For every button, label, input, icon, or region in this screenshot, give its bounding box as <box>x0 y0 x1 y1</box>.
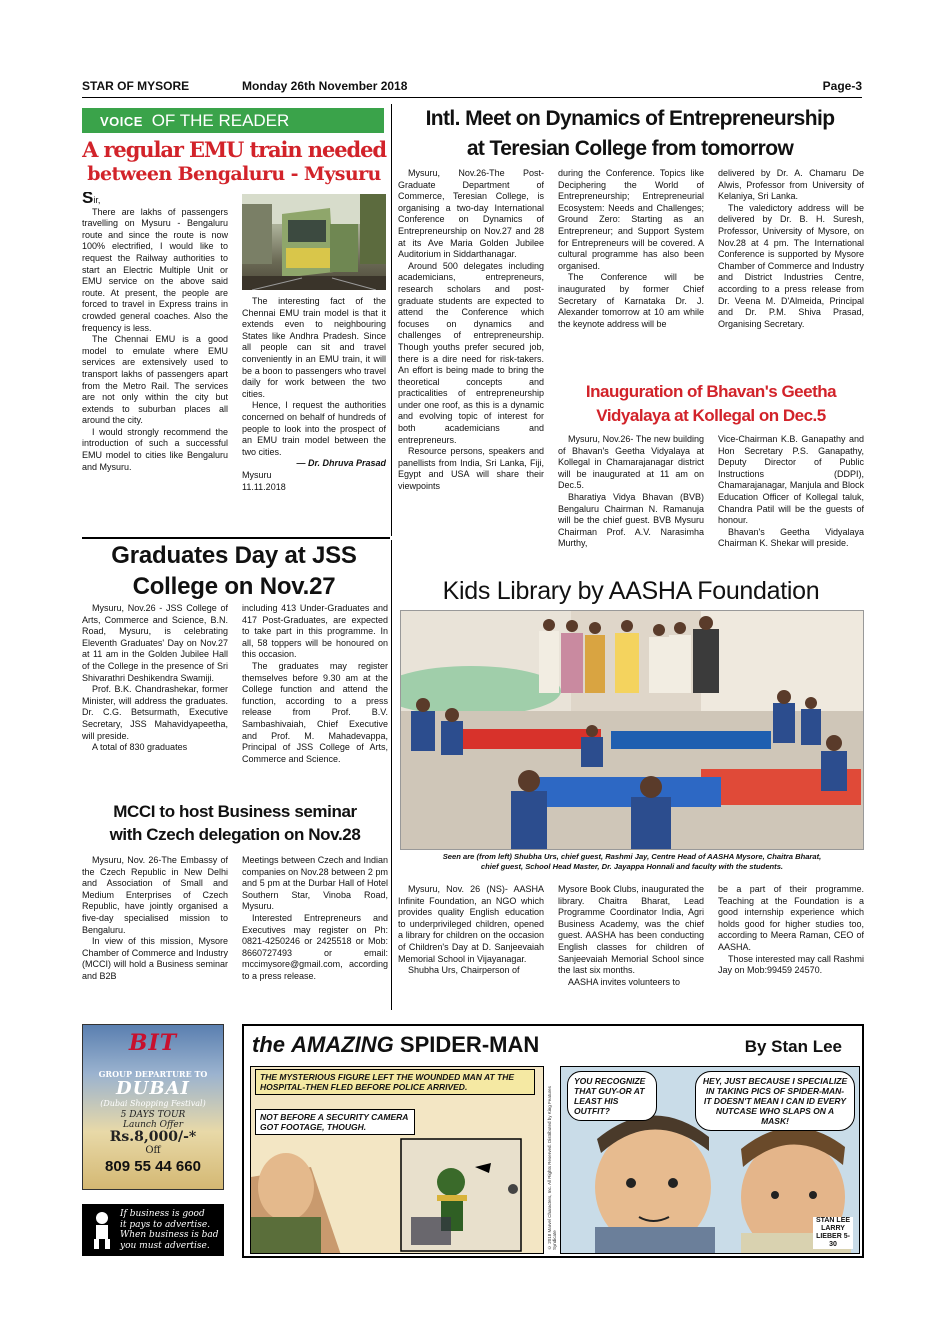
kids-col3 <box>718 884 864 1004</box>
kids-library-photo <box>400 610 864 850</box>
comic-bubble-right: HEY, JUST BECAUSE I SPECIALIZE IN TAKING PICS OF SPIDER-MAN- IT DOESN'T MEAN I CAN ID EVERY NUTCASE WHO SLAPS ON A MASK! <box>695 1071 855 1131</box>
section-rule <box>82 537 390 539</box>
ad-text-line: If business is good <box>120 1209 205 1219</box>
advertise-ad <box>82 1204 224 1256</box>
bhavan-col1 <box>558 434 704 574</box>
voice-para: I would strongly recommend the introduction of such a successful EMU model to cities like Bengaluru and Mysuru. <box>82 426 228 472</box>
intl-col1 <box>398 168 544 568</box>
jss-para: The graduates may register themselves before 9.30 am at the College function and attend the function, according to a press release from Prof. B.V. Sambashivaiah, Chief Executive and Prof. M. Mahadevappa, Principal of JSS College of Arts, Commerce and Science. <box>242 660 388 764</box>
bhavan-col2 <box>718 434 864 574</box>
panel-1-art <box>251 1067 544 1254</box>
ad-price: Rs.8,000/-* <box>109 1129 197 1145</box>
comic-signature: STAN LEE LARRY LIEBER 5-30 <box>813 1217 853 1249</box>
mcci-title-line1: MCCI to host Business seminar <box>113 802 357 821</box>
voice-headline <box>82 138 386 186</box>
ad-city: DUBAI <box>116 1078 190 1099</box>
column-rule <box>391 104 392 536</box>
comic-caption-top: THE MYSTERIOUS FIGURE LEFT THE WOUNDED MAN AT THE HOSPITAL-THEN FLED BEFORE POLICE ARRIVED. <box>255 1069 535 1095</box>
intl-para: Around 500 delegates including academicians, entrepreneurs, research scholars and post-graduate students are expected to attend the Conference which focuses on dynamics and challenges of entrepreneurship. Though youths prefer secured job, there is a dire need for risk-takers. An effort is being made to bring the theoretical concepts and practicalities of entrepreneurship under one roof, as this is a dynamic and evolving topic of interest for both academicians and entrepreneurs. <box>398 260 544 445</box>
comic-panel-1 <box>250 1066 544 1254</box>
bit-logo: BIT <box>128 1030 178 1056</box>
salutation: ir, <box>93 195 101 205</box>
intl-para: Resource persons, speakers and panellists from India, Sri Lanka, Fiji, Egypt and USA will share their viewpoints <box>398 446 544 492</box>
jss-col2 <box>242 603 388 799</box>
voice-section <box>82 108 386 536</box>
intl-headline <box>396 104 864 164</box>
mcci-para: In view of this mission, Mysore Chamber of Commerce and Industry (MCCI) will hold a Business seminar and B2B <box>82 936 228 981</box>
intl-col3 <box>718 168 864 378</box>
voice-para: The Chennai EMU is a good model to emulate where EMU services are extensively used to transport lakhs of passengers apart from the Metro Rail. The services are not only within the city but extends to suburban places all around the city. <box>82 334 228 426</box>
jss-title-line1: Graduates Day at JSS <box>111 542 357 569</box>
spiderman-comic <box>242 1024 864 1258</box>
ad-text-line: you must advertise. <box>120 1240 210 1251</box>
intl-para: delivered by Dr. A. Chamaru De Alwis, Professor from University of Kelaniya, Sri Lanka. <box>718 168 864 202</box>
mcci-para: Interested Entrepreneurs and Executives may register on Ph: 0821-4250246 or 2425518 or Mob: 8660727493 or email: mccimysore@gmail.com, according to a press release. <box>242 912 388 981</box>
comic-caption-mid: NOT BEFORE A SECURITY CAMERA GOT FOOTAGE, THOUGH. <box>255 1109 415 1135</box>
voice-sig-place: Mysuru <box>242 469 272 480</box>
ad-line: GROUP DEPARTURE TO <box>98 1069 208 1079</box>
bit-dubai-ad <box>82 1024 224 1190</box>
mcci-para: Meetings between Czech and Indian companies on Nov.28 between 2 pm and 5 pm at the Durbar Hall of Hotel Southern Star, Vinoba Road, Mysuru. <box>242 855 388 912</box>
kids-col1 <box>398 884 544 1004</box>
voice-signature: — Dr. Dhruva Prasad <box>296 458 386 469</box>
kids-para: be a part of their programme. Teaching at the Foundation is a good internship experience which holds good for higher studies too, according to Meera Raman, CEO of AASHA. <box>718 884 864 952</box>
library-group-image <box>401 611 864 850</box>
masthead <box>82 76 862 98</box>
dropcap: S <box>82 192 94 207</box>
emu-train-photo <box>242 194 386 290</box>
mcci-col1 <box>82 855 228 1011</box>
intl-para: Mysuru, Nov.26-The Post-Graduate Department of Commerce, Teresian College, is organising a two-day International Conference on Dynamics of Entrepreneurship on Nov.27 and 28 at its Ave Maria Golden Jubilee Auditorium in Siddarthanagar. <box>398 168 544 260</box>
voice-title-line2: between Bengaluru - Mysuru <box>87 163 381 185</box>
jss-headline <box>82 540 386 602</box>
paper-name: STAR OF MYSORE <box>82 79 190 93</box>
voice-col1 <box>82 192 228 530</box>
mcci-para: Mysuru, Nov. 26-The Embassy of the Czech Republic in New Delhi and Association of Small and Medium Enterprises of Czech Republic, have jointly organised a five-day specialised mission to Bengaluru. <box>82 855 228 935</box>
ad-text-line: When business is bad <box>120 1230 219 1240</box>
ad-offer: Launch Offer <box>122 1120 184 1130</box>
intl-col2 <box>558 168 704 374</box>
bhavan-para: Mysuru, Nov.26- The new building of Bhavan's Geetha Vidyalaya at Kollegal in Chamarajanagar district will be inaugurated at 11 am on Dec.5. <box>558 434 704 491</box>
intl-para: The valedictory address will be delivered by Dr. B. H. Suresh, Professor, University of Mysore, on Nov.28 at 4 pm. The International Conference is supported by Mysore Chamber of Commerce and Industry and District Industries Centre, according to a press release from Dr. Veena M. D'Almeida, Principal and Dr. P.M. Shiva Prasad, Organising Secretary. <box>718 202 864 329</box>
jss-para: A total of 830 graduates <box>92 742 188 753</box>
intl-para: The Conference will be inaugurated by former Chief Secretary of Karnataka Dr. J. Alexander tomorrow at 10 am while the keynote address will be <box>558 272 704 329</box>
bhavan-title-line1: Inauguration of Bhavan's Geetha <box>585 382 837 401</box>
voice-title-line1: A regular EMU train needed <box>82 137 386 162</box>
train-image <box>242 194 386 290</box>
bhavan-title-line2: Vidyalaya at Kollegal on Dec.5 <box>596 406 826 425</box>
comic-byline: By Stan Lee <box>744 1037 842 1056</box>
comic-credit: © 2018 Marvel Characters, Inc. All Rights Reserved. Distributed by King Features Syndicate <box>547 1086 557 1250</box>
voice-sig-date: 11.11.2018 <box>242 481 286 492</box>
jss-para: Mysuru, Nov.26 - JSS College of Arts, Commerce and Science, B.N. Road, Mysuru, is celebrating Eleventh Graduates' Day on Nov.27 at 11 am in the Golden Jubilee Hall of the College in the presence of Sri Shivarathri Deshikendra Swamiji. <box>82 603 228 683</box>
voice-para: Hence, I request the authorities concerned on behalf of hundreds of people to look into the prospect of an EMU train model between the two cities. <box>242 400 386 457</box>
kids-para: Shubha Urs, Chairperson of <box>408 965 520 976</box>
kids-para: Mysore Book Clubs, inaugurated the library. Chaitra Bharat, Lead Programme Coordinator India, Agri Business Academy, was the chief guest. AASHA has been conducting English classes for children of Sanjeevaiah Memorial School since the last six months. <box>558 884 704 976</box>
voice-banner <box>82 108 384 133</box>
intl-title-line1: Intl. Meet on Dynamics of Entrepreneurship <box>425 107 835 130</box>
mcci-col2 <box>242 855 388 1011</box>
caption-line1: Seen are (from left) Shubha Urs, chief guest, Rashmi Jay, Centre Head of AASHA Mysore, Chaitra Bharat, <box>442 852 822 861</box>
intl-para: during the Conference. Topics like Deciphering the World of Entrepreneurship; Entrepreneurial Ecosystem: Needs and Challenges; Ground Zero: Starting as an Entrepreneur; and Support System for Entrepreneurs will be covered. A cultural programme has also been organised. <box>558 168 704 271</box>
kids-col2 <box>558 884 704 1004</box>
voice-tag: VOICE <box>100 114 143 129</box>
caption-line2: chief guest, School Head Master, Dr. Jayappa Honnali and faculty with the students. <box>480 862 784 871</box>
page-number: Page-3 <box>822 79 862 93</box>
jss-col1 <box>82 603 228 799</box>
comic-title <box>252 1030 539 1060</box>
column-rule <box>391 540 392 1010</box>
comic-title-em: AMAZING <box>291 1032 394 1057</box>
voice-tag-rest: OF THE READER <box>151 111 290 130</box>
bhavan-para: Vice-Chairman K.B. Ganapathy and Hon Secretary P.S. Ganapathy, Deputy Director of Public Instructions (DDPI), Chamarajanagar, Manjula and Block Education Officer of Kollegal taluk, Chandra Patil will be the guests of honour. <box>718 434 864 526</box>
ad-text-line: it pays to advertise. <box>120 1219 211 1230</box>
kids-para: Mysuru, Nov. 26 (NS)- AASHA Infinite Foundation, an NGO which provides quality English education to underprivileged children, opened a library for children on the occasion of Children's Day at D. Sanjeevaiah Memorial School in Vijayanagar. <box>398 884 544 964</box>
voice-para: There are lakhs of passengers travelling on Mysuru - Bengaluru route and since the route is now 100% electrified, I would like to request the Railway authorities to start an Electric Multiple Unit or EMU service on the above said route. At present, the people are forced to travel in Express trains in crowded general coaches. Also the frequency is less. <box>82 206 228 333</box>
mcci-headline <box>82 800 388 846</box>
intl-title-line2: at Teresian College from tomorrow <box>466 137 794 160</box>
voice-para: The interesting fact of the Chennai EMU train model is that it extends even to neighbouring States like Andhra Pradesh. Since all people can sit and travel conveniently in an EMU train, it will be a boon to passengers who travel daily for work between the two cities. <box>242 296 386 399</box>
ad-tour: 5 DAYS TOUR <box>120 1110 186 1120</box>
kids-para: AASHA invites volunteers to <box>568 976 681 987</box>
bhavan-headline <box>556 380 866 428</box>
issue-date: Monday 26th November 2018 <box>242 79 408 93</box>
ad-off: Off <box>145 1145 161 1156</box>
mcci-title-line2: with Czech delegation on Nov.28 <box>109 825 361 844</box>
comic-title-rest: SPIDER-MAN <box>399 1032 540 1057</box>
comic-panel-2 <box>560 1066 860 1254</box>
bhavan-para: Bharatiya Vidya Bhavan (BVB) Bengaluru Chairman N. Ramanuja will be the chief guest. BVB Mysuru Chairman Prof. A.V. Narasimha Murthy, <box>558 491 704 549</box>
ad-figure-icon <box>88 1210 116 1250</box>
jss-title-line2: College on Nov.27 <box>132 573 336 600</box>
ad-festival: (Dubai Shopping Festival) <box>100 1099 206 1108</box>
kids-photo-caption <box>398 852 866 872</box>
kids-para: Those interested may call Rashmi Jay on Mob:99459 24570. <box>718 953 864 976</box>
bhavan-para: Bhavan's Geetha Vidyalaya Chairman K. Shekar will preside. <box>718 526 864 549</box>
kids-headline: Kids Library by AASHA Foundation <box>442 577 820 605</box>
voice-col2 <box>242 296 386 536</box>
jss-para: including 413 Under-Graduates and 417 Post-Graduates, are expected to take part in this programme. In all, 58 toppers will be honoured on this occasion. <box>242 603 388 660</box>
comic-bubble-left: YOU RECOGNIZE THAT GUY-OR AT LEAST HIS OUTFIT? <box>567 1071 657 1121</box>
jss-para: Prof. B.K. Chandrashekar, former Minister, will address the graduates. Dr. C.G. Betsurmath, Executive Secretary, JSS Mahavidyapeetha, will preside. <box>82 684 228 741</box>
comic-title-pre: the <box>252 1032 285 1057</box>
ad-phone: 809 55 44 660 <box>105 1158 201 1175</box>
